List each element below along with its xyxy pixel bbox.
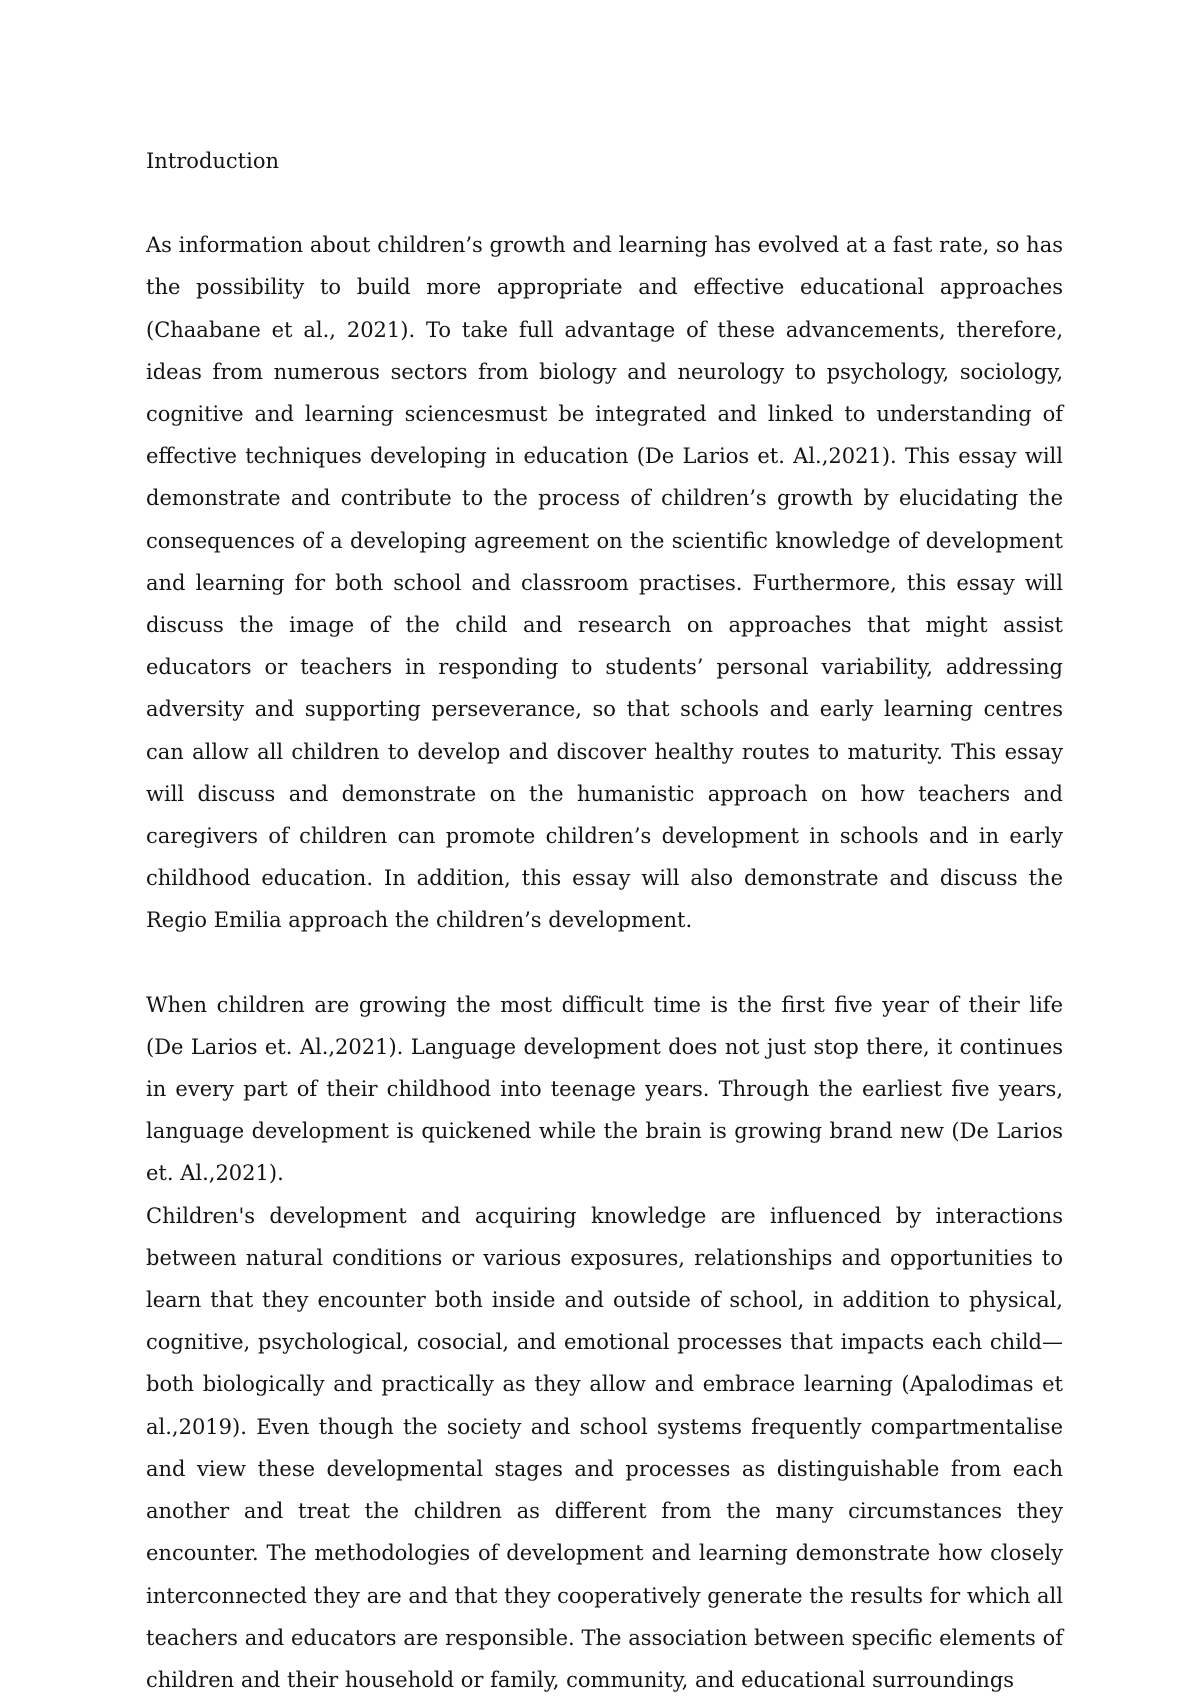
- section-heading: Introduction: [146, 149, 279, 173]
- paragraph-language-development: When children are growing the most difficult time is the first five year of their life (De Larios et. Al.,2021). Language development does not just stop there, it continues in every part of their childhood into teenage years. Through the earliest five years, language development is quickened while the brain is growing brand new (De Larios et. Al.,2021).: [146, 992, 1063, 1186]
- paragraph-development-influences: Children's development and acquiring knowledge are influenced by interactions between natural conditions or various exposures, relationships and opportunities to learn that they encounter both inside and outside of school, in addition to physical, cognitive, psychological, cosocial, and emotional processes that impacts each child—both biologically and practically as they allow and embrace learning (Apalodimas et al.,2019). Even though the society and school systems frequently compartmentalise and view these developmental stages and processes as distinguishable from each another and treat the children as different from the many circumstances they encounter. The methodologies of development and learning demonstrate how closely interconnected they are and that they cooperatively generate the results for which all teachers and educators are responsible. The association between specific elements of children and their household or family, community, and educational surroundings: [146, 1203, 1063, 1692]
- paragraph-introduction: As information about children’s growth and learning has evolved at a fast rate, so has the possibility to build more appropriate and effective educational approaches (Chaabane et al., 2021). To take full advantage of these advancements, therefore, ideas from numerous sectors from biology and neurology to psychology, sociology, cognitive and learning sciencesmust be integrated and linked to understanding of effective techniques developing in education (De Larios et. Al.,2021). This essay will demonstrate and contribute to the process of children’s growth by elucidating the consequences of a developing agreement on the scientific knowledge of development and learning for both school and classroom practises. Furthermore, this essay will discuss the image of the child and research on approaches that might assist educators or teachers in responding to students’ personal variability, addressing adversity and supporting perseverance, so that schools and early learning centres can allow all children to develop and discover healthy routes to maturity. This essay will discuss and demonstrate on the humanistic approach on how teachers and caregivers of children can promote children’s development in schools and in early childhood education. In addition, this essay will also demonstrate and discuss the Regio Emilia approach the children’s development.: [146, 233, 1063, 933]
- document-body: [146, 140, 1063, 1701]
